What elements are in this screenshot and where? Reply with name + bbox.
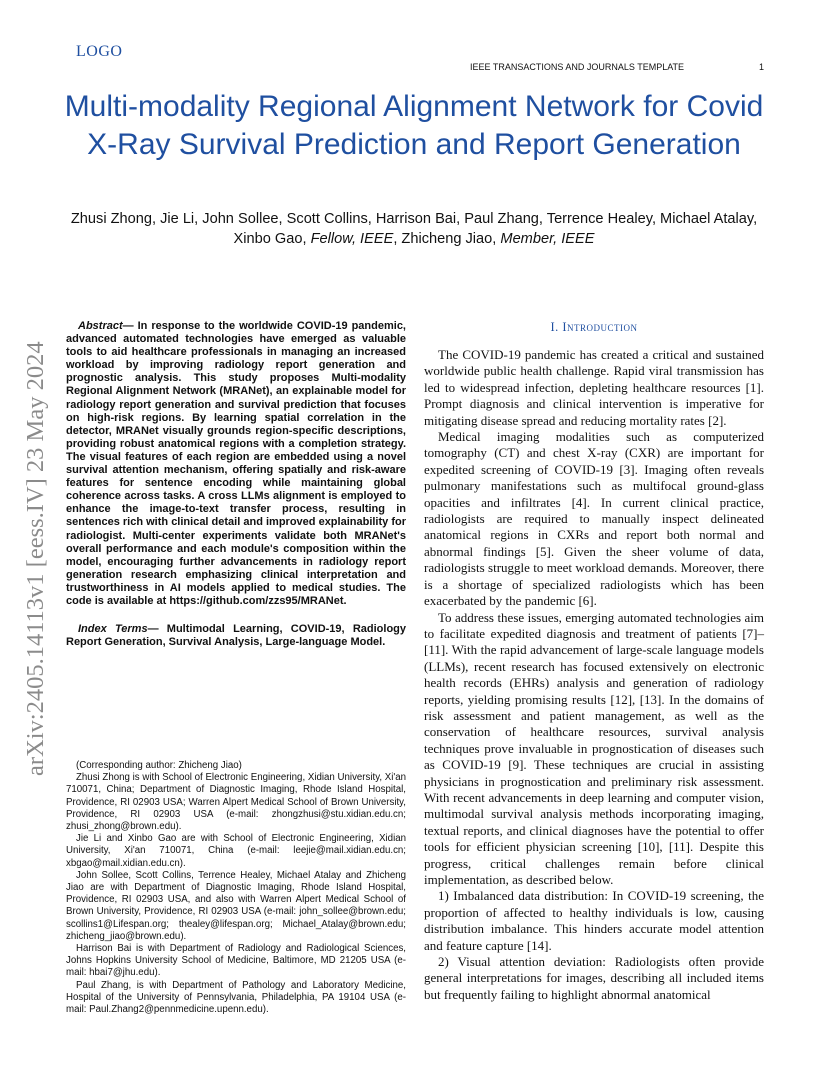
footnote: John Sollee, Scott Collins, Terrence Healey, Michael Atalay and Zhicheng Jiao are with Department of Diagnostic Imaging, Rhode Island Hospital, Providence, RI 02903 USA, and also with Warren Alpert Medical School of Brown University, Providence, RI 02903 USA (e-mail: john_sollee@brown.edu; scollins1@Lifespan.org; thealey@lifespan.org; Michael_Atalay@brown.edu; zhicheng_jiao@brown.edu). <box>66 869 406 942</box>
footnote: (Corresponding author: Zhicheng Jiao) <box>76 760 242 771</box>
section-heading: I. Introduction <box>550 320 638 334</box>
author-name: Xinbo Gao, <box>233 231 311 247</box>
body-paragraph: The COVID-19 pandemic has created a critical and sustained worldwide public health challenge. Rapid viral transmission has led to widespread infection, depleting healthcare resources [1]. Prompt diagnosis and clinical intervention is imperative for mitigating disease spread and reducing mortality rates [2]. <box>424 347 764 428</box>
paper-title: Multi-modality Regional Alignment Network for Covid X-Ray Survival Prediction and Report Generation <box>64 90 764 161</box>
index-terms-lead: Index Terms <box>78 623 148 636</box>
footnote: Jie Li and Xinbo Gao are with School of Electronic Engineering, Xidian University, Xi'an 710071, China (e-mail: leejie@mail.xidian.edu.cn; xbgao@mail.xidian.edu.cn). <box>66 833 406 869</box>
author-title: Fellow, IEEE <box>310 231 394 247</box>
body-paragraph: Medical imaging modalities such as computerized tomography (CT) and chest X-ray (CXR) are important for expedited screening of COVID-19 [3]. Imaging often reveals pulmonary manifestations such as multifocal ground-glass opacities and infiltrates [4]. In current clinical practice, radiologists are required to manually inspect delineated anatomical regions in CXRs and report both normal and abnormal findings [5]. Given the sheer volume of data, radiologists struggle to meet workload demands. Moreover, there is a shortage of specialized radiologists which has been exacerbated by the pandemic [6]. <box>424 429 764 609</box>
body-paragraph: 1) Imbalanced data distribution: In COVID-19 screening, the proportion of affected to healthy individuals is low, causing distribution imbalance. This hinders accurate model attention and feature capture [14]. <box>424 888 764 953</box>
affiliation-footnotes <box>66 760 406 1016</box>
abstract-text: — In response to the worldwide COVID-19 pandemic, advanced automated technologies have emerged as valuable tools to aid healthcare professionals in managing an increased workload by improving radiology report generation and prognostic analysis. This study proposes Multi-modality Regional Alignment Network (MRANet), an explainable model for radiology report generation and survival prediction that focuses on high-risk regions. By learning spatial correlation in the detector, MRANet visually grounds region-specific descriptions, providing robust anatomical regions with a completion strategy. The visual features of each region are embedded using a novel survival attention mechanism, offering spatially and risk-aware features for sentence encoding while maintaining global coherence across tasks. A cross LLMs alignment is employed to enhance the image-to-text transfer process, resulting in sentences rich with clinical detail and improved explainability for radiologist. Multi-center experiments validate both MRANet's overall performance and each module's composition within the model, encouraging further advancements in radiology report generation research emphasizing clinical interpretation and trustworthiness in AI models applied to medical studies. The code is available at https://github.com/zzs95/MRANet. <box>66 320 406 607</box>
abstract <box>66 320 406 608</box>
footnote: Zhusi Zhong is with School of Electronic Engineering, Xidian University, Xi'an 710071, China; Department of Diagnostic Imaging, Rhode Island Hospital, Providence, RI 02903 USA; Warren Alpert Medical School of Brown University, Providence, RI 02903 USA (e-mail: zhongzhusi@stu.xidian.edu.cn; zhusi_zhong@brown.edu). <box>66 772 406 833</box>
page-number: 1 <box>758 62 764 72</box>
author-line-2 <box>56 229 772 249</box>
running-head-text: IEEE TRANSACTIONS AND JOURNALS TEMPLATE <box>470 62 685 72</box>
arxiv-stamp: arXiv:2405.14113v1 [eess.IV] 23 May 2024 <box>22 341 49 776</box>
author-line-1: Zhusi Zhong, Jie Li, John Sollee, Scott Collins, Harrison Bai, Paul Zhang, Terrence Healey, Michael Atalay, <box>70 211 758 227</box>
body-paragraph: To address these issues, emerging automated technologies aim to facilitate expedited diagnosis and treatment of patients [7]–[11]. With the rapid advancement of large-scale language models (LLMs), recent research has focused extensively on electronic health records (EHRs) analysis and generation of radiology reports, yielding promising results [12], [13]. In the domains of risk assessment and patient management, as well as the conservation of healthcare resources, survival analysis techniques prove invaluable in prognostication of diseases such as COVID-19 [9]. These techniques are crucial in assisting physicians in prognostication and preliminary risk assessment. With recent advancements in deep learning and computer vision, multimodal survival analysis methods incorporating imaging, textual reports, and clinical diagnoses have the potential to offer tools for efficient physician screening [10], [11]. Despite this progress, critical challenges remain before clinical implementation, as described below. <box>424 609 764 887</box>
index-terms-text: — Multimodal Learning, COVID-19, Radiology Report Generation, Survival Analysis, Large-language Model. <box>66 623 406 649</box>
right-column <box>424 320 764 1003</box>
abstract-lead: Abstract <box>78 320 123 332</box>
footnote: Paul Zhang, is with Department of Pathology and Laboratory Medicine, Hospital of the University of Pennsylvania, Philadelphia, PA 19104 USA (e-mail: Paul.Zhang2@pennmedicine.upenn.edu). <box>66 979 406 1016</box>
author-title: Member, IEEE <box>500 231 595 247</box>
footnote: Harrison Bai is with Department of Radiology and Radiological Sciences, Johns Hopkins University School of Medicine, Baltimore, MD 21205 USA (e-mail: hbai7@jhu.edu). <box>66 943 406 979</box>
author-list <box>56 209 772 249</box>
index-terms <box>66 623 406 649</box>
body-paragraph: 2) Visual attention deviation: Radiologists often provide general interpretations for images, describing all included items but frequently failing to highlight abnormal anatomical <box>424 954 764 1002</box>
journal-logo: LOGO <box>76 43 123 60</box>
author-separator: , Zhicheng Jiao, <box>393 231 501 247</box>
left-column <box>66 320 406 649</box>
